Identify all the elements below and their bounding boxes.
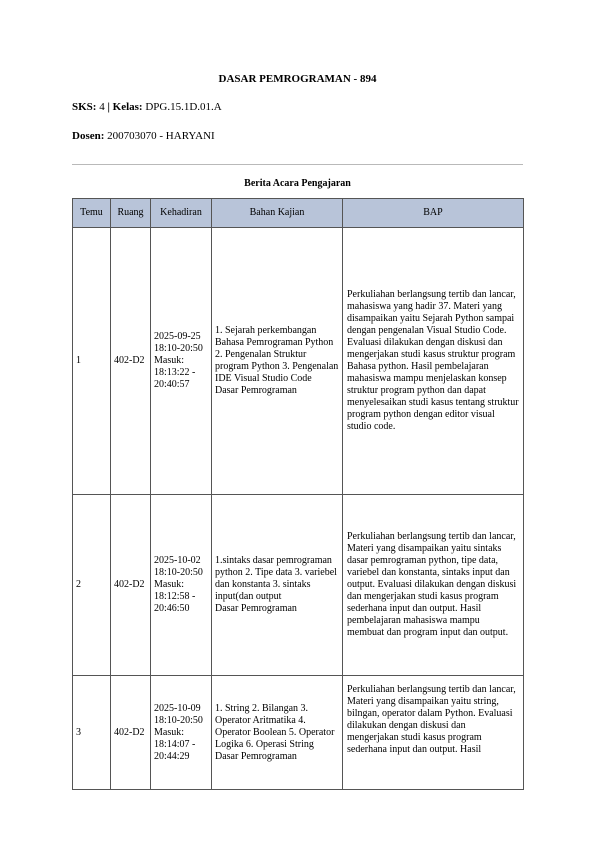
header-bap: BAP: [343, 199, 524, 228]
kelas-value: DPG.15.1D.01.A: [145, 101, 222, 113]
header-ruang: Ruang: [111, 199, 151, 228]
bap-table: [72, 198, 524, 790]
cell-bap: Perkuliahan berlangsung tertib dan lancar, Materi yang disampaikan yaitu sintaks dasar pemrograman python, tipe data, variebel dan konstanta, sintaks input dan output. Evaluasi dilakukan dengan diskusi dan mengerjakan studi kasus program sederhana input dan output. Hasil pembelajaran mahasiswa mampu membuat dan program input dan output.: [343, 495, 524, 676]
cell-ruang: 402-D2: [111, 228, 151, 495]
header-temu: Temu: [73, 199, 111, 228]
table-row: [73, 228, 524, 495]
bahan-topics: 1.sintaks dasar pemrograman python 2. Tipe data 3. variebel dan konstanta 3. sintaks input(dan output: [215, 555, 337, 602]
sks-kelas-line: [72, 101, 222, 113]
cell-ruang: 402-D2: [111, 495, 151, 676]
cell-kehadiran: 2025-09-25 18:10-20:50 Masuk: 18:13:22 - 20:40:57: [151, 228, 212, 495]
cell-bahan-kajian: [212, 228, 343, 495]
divider: [72, 164, 523, 165]
dosen-line: [72, 130, 215, 142]
bahan-course: Dasar Pemrograman: [215, 603, 297, 614]
header-kehadiran: Kehadiran: [151, 199, 212, 228]
dosen-label: Dosen:: [72, 130, 105, 142]
cell-ruang: 402-D2: [111, 676, 151, 790]
cell-kehadiran: 2025-10-02 18:10-20:50 Masuk: 18:12:58 - 20:46:50: [151, 495, 212, 676]
cell-temu: 3: [73, 676, 111, 790]
course-title: DASAR PEMROGRAMAN - 894: [218, 73, 377, 85]
bahan-topics: 1. Sejarah perkembangan Bahasa Pemrograman Python 2. Pengenalan Struktur program Python 3. Pengenalan IDE Visual Studio Code: [215, 325, 339, 384]
cell-kehadiran: 2025-10-09 18:10-20:50 Masuk: 18:14:07 - 20:44:29: [151, 676, 212, 790]
cell-temu: 2: [73, 495, 111, 676]
bahan-course: Dasar Pemrograman: [215, 750, 297, 762]
cell-temu: 1: [73, 228, 111, 495]
cell-bahan-kajian: [212, 676, 343, 790]
bap-text: Perkuliahan berlangsung tertib dan lancar, Materi yang disampaikan yaitu string, bilngan, operator dalam Python. Evaluasi dilakukan dengan diskusi dan mengerjakan studi kasus program sederhana input dan output. Hasil: [347, 684, 516, 755]
kelas-label: Kelas:: [112, 101, 143, 113]
separator: |: [107, 101, 110, 113]
bahan-course: Dasar Pemrograman: [215, 385, 297, 396]
sks-label: SKS:: [72, 101, 97, 113]
cell-bap: Perkuliahan berlangsung tertib dan lancar, mahasiswa yang hadir 37. Materi yang disampaikan yaitu Sejarah Python sampai dengan pengenalan Visual Studio Code. Evaluasi dilakukan dengan diskusi dan mengerjakan studi kasus struktur program Bahasa python. Hasil pembelajaran mahasiswa mampu menjelaskan konsep struktur program python dan dapat menyelesaikan studi kasus tentang struktur program python dengan editor visual studio code.: [343, 228, 524, 495]
table-row: [73, 495, 524, 676]
table-title: Berita Acara Pengajaran: [244, 178, 351, 189]
cell-bahan-kajian: [212, 495, 343, 676]
bahan-topics: 1. String 2. Bilangan 3. Operator Aritmatika 4. Operator Boolean 5. Operator Logika 6. Operasi String: [215, 702, 335, 750]
header-bahan-kajian: Bahan Kajian: [212, 199, 343, 228]
dosen-value: 200703070 - HARYANI: [107, 130, 215, 142]
table-row: [73, 676, 524, 790]
table-header-row: [73, 199, 524, 228]
sks-value: 4: [99, 101, 105, 113]
cell-bap: [343, 676, 524, 790]
